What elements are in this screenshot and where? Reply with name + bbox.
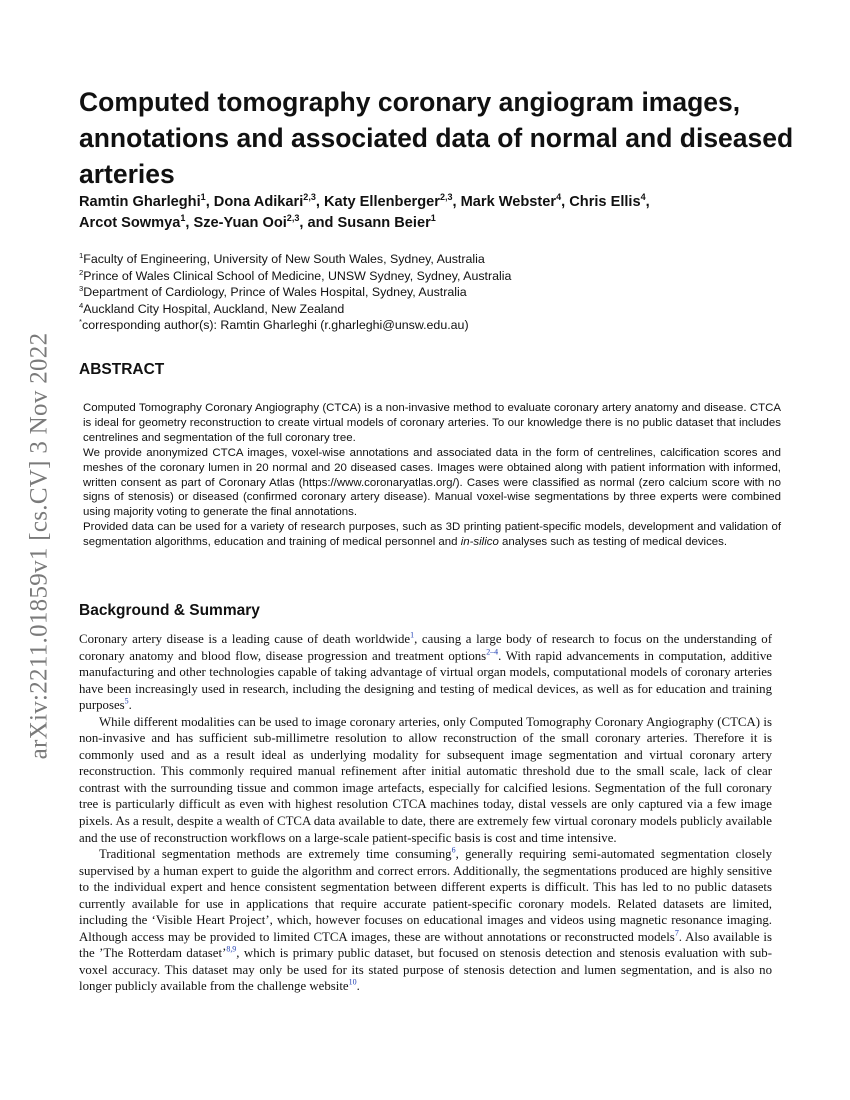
author-name: Sze-Yuan Ooi: [193, 215, 287, 231]
abstract-text: Provided data can be used for a variety of research purposes, such as 3D printing patient-specific models, development and validation of segmentation algorithms, education and training of medical personnel and: [83, 521, 781, 549]
affiliation-item: [79, 284, 779, 301]
author-affiliation-mark: 4: [640, 192, 646, 203]
author-separator: ,: [205, 194, 214, 210]
author-affiliation-mark: 1: [200, 192, 206, 203]
arxiv-identifier: [20, 296, 58, 796]
author-list: [79, 192, 779, 234]
author-affiliation-mark: 1: [180, 213, 186, 224]
body-text: Coronary artery disease is a leading cause of death worldwide: [79, 632, 411, 646]
citation-link[interactable]: 5: [124, 696, 129, 706]
body-text: , which is primary public dataset, but focused on stenosis detection and stenosis evaluation with sub-voxel accuracy. This dataset may only be used for its stated purpose of stenosis detection and lumen segmentation, and is also no longer publicly available from the challenge website: [79, 946, 772, 994]
body-text: Traditional segmentation methods are extremely time consuming: [99, 847, 452, 862]
affiliation-mark: 1: [79, 250, 84, 260]
author-separator: ,: [315, 194, 324, 210]
affiliation-mark: 4: [79, 300, 84, 310]
abstract-paragraph: Computed Tomography Coronary Angiography (CTCA) is a non-invasive method to evaluate coronary artery anatomy and disease. CTCA is ideal for geometry reconstruction to create virtual models of coronary arteries. To our knowledge there is no public dataset that includes centrelines and segmentation of the full coronary tree.: [83, 402, 781, 444]
author-affiliation-mark: 1: [430, 213, 436, 224]
citation-link[interactable]: 2–4: [486, 647, 499, 657]
affiliation-mark: *: [79, 317, 82, 327]
author-name: Ramtin Gharleghi: [79, 194, 201, 210]
author-affiliation-mark: 4: [556, 192, 562, 203]
author-separator: ,: [185, 215, 194, 231]
affiliation-item: [79, 268, 779, 285]
body-text: , causing a large body of research to focus on the understanding of coronary anatomy and blood flow, disease progression and treatment options: [79, 632, 773, 663]
body-text: , generally requiring semi-automated segmentation closely supervised by a human expert to guide the algorithm and correct errors. Additionally, the segmentations produced are highly sensitive to the individual expert and hence consistent segmentation between different experts is difficult. This has led to no public datasets currently available for use in applications that require accurate patient-specific coronary models. Related datasets are limited, including the ‘Visible Heart Project’, which, however focuses on educational images and videos using magnetic resonance imaging. Although access may be provided to limited CTCA images, these are without annotations or reconstructed models: [79, 847, 772, 944]
citation-link[interactable]: 10: [348, 978, 357, 988]
citation-link[interactable]: 7: [674, 928, 679, 938]
body-text: .: [356, 979, 360, 994]
body-text: . Also available is the ’The Rotterdam dataset’: [79, 929, 772, 961]
author-name: Chris Ellis: [569, 194, 641, 210]
author-name: Susann Beier: [337, 215, 431, 231]
affiliation-item: [79, 251, 779, 268]
author-name: Katy Ellenberger: [323, 194, 440, 210]
author-separator: ,: [645, 194, 650, 210]
affiliation-text: Faculty of Engineering, University of New South Wales, Sydney, Australia: [83, 252, 485, 266]
abstract-paragraph: We provide anonymized CTCA images, voxel-wise annotations and associated data in the form of centrelines, calcification scores and meshes of the coronary lumen in 20 normal and 20 diseased cases. Images were obtained along with patient information with informed, written consent as part of Coronary Atlas (https://www.coronaryatlas.org/). Cases were classified as normal (zero calcium score with no signs of stenosis) or diseased (confirmed coronary artery disease). Manual voxel-wise segmentations by three experts were combined using majority voting to generate the final annotations.: [83, 446, 781, 519]
body-paragraph: [79, 846, 772, 995]
author-affiliation-mark: 2,3: [303, 192, 316, 203]
abstract-emphasis: in-silico: [460, 536, 499, 549]
author-name: Mark Webster: [460, 194, 557, 210]
author-name: Dona Adikari: [213, 194, 304, 210]
affiliation-text: Prince of Wales Clinical School of Medicine, UNSW Sydney, Sydney, Australia: [83, 268, 512, 283]
abstract-body: [73, 397, 787, 556]
citation-link[interactable]: 6: [451, 845, 456, 855]
abstract-text: analyses such as testing of medical devices.: [498, 536, 728, 549]
body-text: .: [128, 698, 132, 713]
background-body: [79, 631, 772, 995]
affiliation-mark: 3: [79, 284, 84, 294]
affiliation-text: Department of Cardiology, Prince of Wales Hospital, Sydney, Australia: [83, 285, 467, 300]
affiliation-item: [79, 301, 779, 318]
arxiv-identifier-text: arXiv:2211.01859v1 [cs.CV] 3 Nov 2022: [25, 332, 52, 760]
abstract-heading: ABSTRACT: [79, 361, 165, 378]
body-text: . With rapid advancements in computation, additive manufacturing and other technologies capable of taking advantage of virtual organ models, computational models of coronary arteries have been increasingly used in research, including the designing and testing of medical devices, as well as for education and training purposes: [79, 648, 772, 713]
corresponding-author-text: corresponding author(s): Ramtin Gharleghi (r.gharleghi@unsw.edu.au): [82, 318, 469, 333]
abstract-paragraph: [83, 520, 781, 550]
author-separator: ,: [452, 194, 461, 210]
author-separator: , and: [299, 215, 338, 231]
affiliation-text: Auckland City Hospital, Auckland, New Zealand: [83, 301, 345, 316]
author-name: Arcot Sowmya: [79, 215, 181, 231]
paper-title: Computed tomography coronary angiogram images, annotations and associated data of normal and diseased arteries: [79, 87, 794, 189]
citation-link[interactable]: 1: [410, 630, 415, 640]
body-paragraph: [79, 631, 772, 714]
author-affiliation-mark: 2,3: [439, 192, 453, 203]
citation-link[interactable]: 8,9: [226, 945, 237, 955]
body-paragraph: While different modalities can be used to image coronary arteries, only Computed Tomography Coronary Angiography (CTCA) is non-invasive and has sufficient sub-millimetre resolution to allow reconstruction of the small coronary arteries. Therefore it is commonly used and as a result ideal as underlying modality for subsequent image segmentation and virtual coronary artery reconstruction. This commonly required manual refinement after initial automatic threshold due to the small scale, lack of clear contrast with the surrounding tissue and common image artefacts, especially for calcified lesions. Segmentation of the full coronary tree is particularly difficult as even with highest resolution CTCA machines today, distal vessels are only captured via a few image pixels. As a result, despite a wealth of CTCA data available to date, there are extremely few virtual coronary models publicly available and the use of reconstruction workflows on a large-scale patient-specific basis is cost and time intensive.: [79, 714, 772, 845]
corresponding-author: [79, 317, 779, 334]
author-separator: ,: [561, 194, 570, 210]
author-affiliation-mark: 2,3: [286, 213, 300, 224]
section-heading-background: Background & Summary: [79, 602, 260, 619]
affiliation-list: [79, 251, 779, 334]
affiliation-mark: 2: [79, 267, 84, 277]
